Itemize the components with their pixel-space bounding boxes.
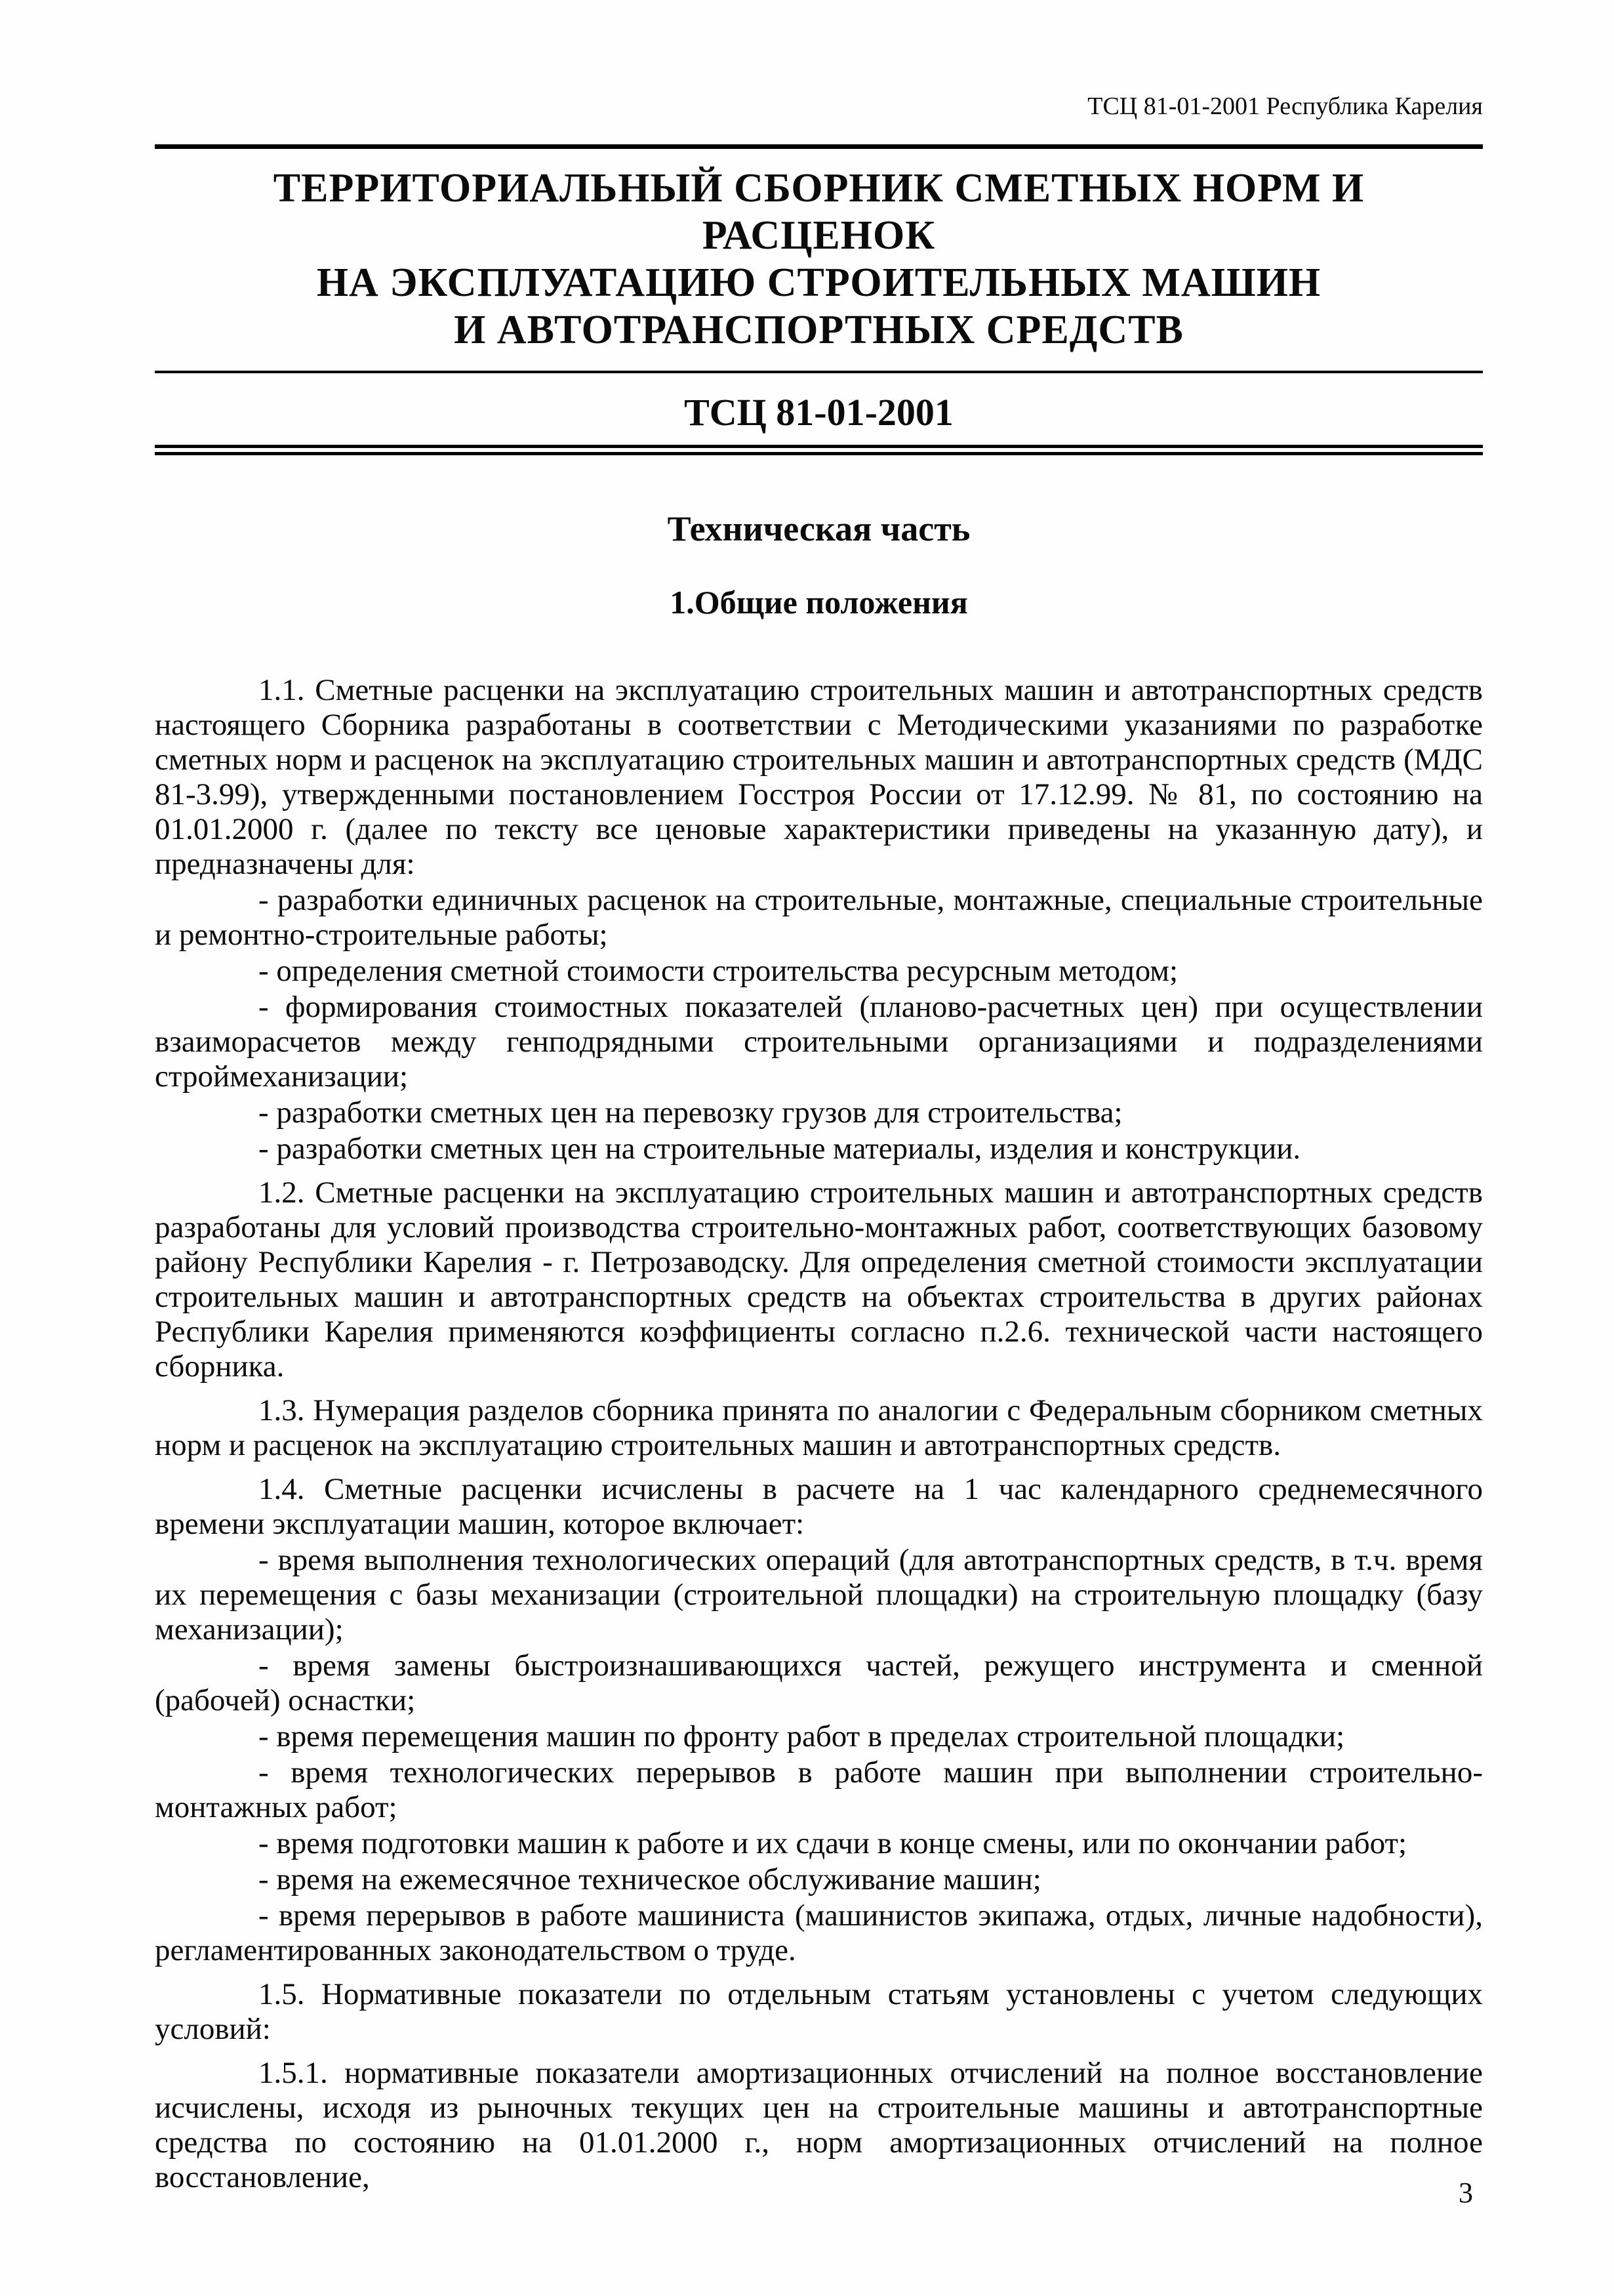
subsection-heading: 1.Общие положения [670, 584, 968, 621]
paragraph: 1.4. Сметные расценки исчислены в расчете на 1 час календарного среднемесячного времени эксплуатации машин, которое включает: [155, 1472, 1483, 1541]
document-code: ТСЦ 81-01-2001 [684, 391, 954, 434]
header-rule [155, 144, 1483, 149]
body-paragraphs [155, 673, 1483, 2195]
paragraph: 1.5.1. нормативные показатели амортизационных отчислений на полное восстановление исчислены, исходя из рыночных текущих цен на строительные машины и автотранспортные средства по состоянию на 01.01.2000 г., норм амортизационных отчислений на полное восстановление, [155, 2056, 1483, 2194]
document-title [155, 165, 1483, 354]
paragraph: - время перемещения машин по фронту работ в пределах строительной площадки; [258, 1719, 1345, 1753]
paragraph: - разработки сметных цен на перевозку грузов для строительства; [258, 1096, 1123, 1130]
paragraph: 1.3. Нумерация разделов сборника принята по аналогии с Федеральным сборником сметных норм и расценок на эксплуатацию строительных машин и автотранспортных средств. [155, 1393, 1483, 1462]
running-header: ТСЦ 81-01-2001 Республика Карелия [1087, 92, 1483, 120]
paragraph: - время перерывов в работе машиниста (машинистов экипажа, отдых, личные надобности), регламентированных законодательством о труде. [155, 1898, 1483, 1967]
paragraph: 1.2. Сметные расценки на эксплуатацию строительных машин и автотранспортных средств разработаны для условий производства строительно-монтажных работ, соответствующих базовому району Республики Карелия - г. Петрозаводску. Для определения сметной стоимости эксплуатации строительных машин и автотранспортных средств на объектах строительства в других районах Республики Карелия применяются коэффициенты согласно п.2.6. технической части настоящего сборника. [155, 1176, 1483, 1384]
paragraph: 1.5. Нормативные показатели по отдельным статьям установлены с учетом следующих условий: [155, 1977, 1483, 2046]
title-line: ТЕРРИТОРИАЛЬНЫЙ СБОРНИК СМЕТНЫХ НОРМ И РАСЦЕНОК [273, 166, 1365, 258]
paragraph: - время технологических перерывов в работе машин при выполнении строительно-монтажных работ; [155, 1755, 1483, 1824]
title-rule [155, 371, 1483, 373]
paragraph: - разработки сметных цен на строительные материалы, изделия и конструкции. [258, 1132, 1301, 1166]
paragraph: - формирования стоимостных показателей (планово-расчетных цен) при осуществлении взаиморасчетов между генподрядными строительными организациями и подразделениями строймеханизации; [155, 990, 1483, 1094]
title-line: НА ЭКСПЛУАТАЦИЮ СТРОИТЕЛЬНЫХ МАШИН [316, 260, 1321, 305]
title-line: И АВТОТРАНСПОРТНЫХ СРЕДСТВ [454, 308, 1184, 352]
paragraph: - разработки единичных расценок на строительные, монтажные, специальные строительные и ремонтно-строительные работы; [155, 883, 1483, 952]
double-rule [155, 445, 1483, 455]
paragraph: - время подготовки машин к работе и их сдачи в конце смены, или по окончании работ; [258, 1826, 1407, 1860]
paragraph: - определения сметной стоимости строительства ресурсным методом; [258, 954, 1179, 988]
section-heading: Техническая часть [667, 509, 971, 548]
paragraph: - время замены быстроизнашивающихся частей, режущего инструмента и сменной (рабочей) оснастки; [155, 1649, 1483, 1717]
paragraph: - время выполнения технологических операций (для автотранспортных средств, в т.ч. время их перемещения с базы механизации (строительной площадки) на строительную площадку (базу механизации); [155, 1543, 1483, 1647]
paragraph: 1.1. Сметные расценки на эксплуатацию строительных машин и автотранспортных средств настоящего Сборника разработаны в соответствии с Методическими указаниями по разработке сметных норм и расценок на эксплуатацию строительных машин и автотранспортных средств (МДС 81-3.99), утвержденными постановлением Госстроя России от 17.12.99. № 81, по состоянию на 01.01.2000 г. (далее по тексту все ценовые характеристики приведены на указанную дату), и предназначены для: [155, 673, 1483, 881]
page-number: 3 [1459, 2177, 1473, 2209]
paragraph: - время на ежемесячное техническое обслуживание машин; [258, 1862, 1041, 1896]
